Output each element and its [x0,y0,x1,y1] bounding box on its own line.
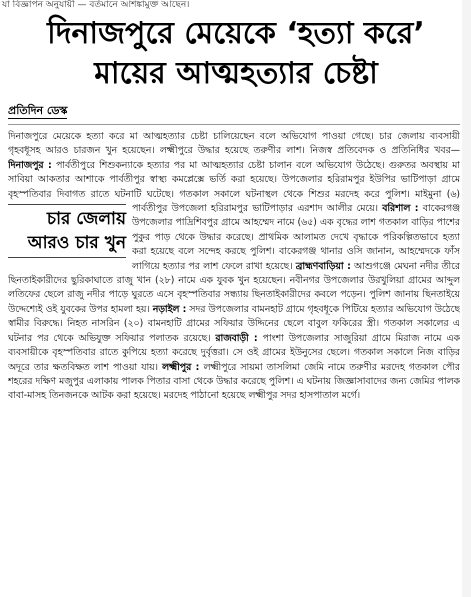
article-text: আশুগঞ্জে মেঘনা নদীর তীরে ছিনতাইকারীদের ছুরিকাঘাতে রাজু খান (২৮) নামে এক যুবক খুন হয়েছেন। নবীনগর উপজেলার উরখুলিয়া গ্রামের আব্দুল লতিফের ছেলে রাজু নদীর পাড়ে ঘুরতে এসে বৃহস্পতিবার সন্ধ্যায় ছিনতাইকারীদের কবলে পড়েন। পুলিশ জানায় ছিনতাইয়ে উদ্দেশ্যেই ওই যুবকের উপর হামলা হয়। [8,260,460,315]
headline-line-2: মায়ের আত্মহত্যার চেষ্টা [94,56,378,91]
dateline-rajbari: রাজবাড়ী : [215,332,258,344]
headline-line-1: দিনাজপুরে মেয়েকে ‘হত্যা করে’ [47,16,425,51]
dateline-narail: নড়াইল : [152,303,187,315]
dateline-dinajpur: দিনাজপুর : [8,159,52,171]
article-text: সদর উপজেলার বামনহাট গ্রামে গৃহবধূকে পিটিয়ে হত্যার অভিযোগ উঠেছে স্বামীর বিরুদ্ধে। নিহত নাসরিন (২০) বামনহাটি গ্রামের সফিয়ার উদ্দিনের ছেলে বাবুল ফকিরের স্ত্রী। গতকাল সকালের এ ঘটনার পর থেকে অভিযুক্ত সফিয়ার পলাতক রয়েছে। [8,303,460,344]
dateline-brahmanbaria: ব্রাহ্মণবাড়িয়া : [295,260,351,272]
previous-article-fragment: যা বিজ্ঞাপন অনুযায়ী — বর্তমানে আশঙ্কামুক্ত আছেন। [2,0,190,10]
side-heading [8,204,126,258]
article-paragraph [8,130,460,404]
article-body [8,130,460,595]
dateline-lakshmipur: লক্ষ্মীপুর : [162,361,200,373]
article-text: বাকেরগঞ্জ উপজেলার পাদ্রিশিবপুর গ্রামে আহম্মেদ নামে (৬৫) এক বৃদ্ধের লাশ গতকাল বাড়ির পাশের পুকুর পাড় থেকে উদ্ধার করেছে। প্রাথমিক আলামত দেখে বৃদ্ধাকে পরিকল্পিতভাবে হত্যা করা হয়েছে বলে সন্দেহ করছে পুলিশ। বাকেরগঞ্জ থানার ওসি জানান, আহম্মেদকে ফাঁস লাগিয়ে হত্যার পর লাশ ফেলে রাখা হয়েছে। [132,203,460,272]
side-heading-line-1: চার জেলায় [46,209,126,230]
article-text: পাংশা উপজেলার সাজুরিয়া গ্রামে মিরাজ নামে এক ব্যবসায়ীকে বৃহস্পতিবার রাতে কুপিয়ে হত্যা করেছে দুর্বৃত্তরা। সে ওই গ্রামের ইউনুসের ছেলে। গতকাল সকালে নিজ বাড়ির অদূরে তার ক্ষতবিক্ষত লাশ পাওয়া যায়। [8,332,460,373]
dateline-barishal: বরিশাল : [382,203,419,215]
side-heading-line-2: আরও চার খুন [27,233,126,254]
divider [8,124,460,125]
article-text: পার্বতীপুরে শিশুকন্যাকে হত্যার পর মা আত্মহত্যার চেষ্টা চালান বলে অভিযোগ উঠেছে। গুরুতর অবস্থায় মা সাবিয়া আকতার আশাকে পার্বতীপুর স্বাস্থ্য কমপ্লেক্সে ভর্তি করা হয়েছে। উপজেলার হরিরামপুর ইউপির ভাটিপাড়া গ্রামে বৃহস্পতিবার দিবাগত রাতে ঘটনাটি ঘটেছে। গতকাল সকালে ঘটনাস্থল থেকে শিশুর মরদেহ করে পুলিশ। মাইমুনা (৬) পার্বতীপুর উপজেলা হরিরামপুর ভাটিপাড়ার এরশাদ আলীর মেয়ে। [8,159,460,215]
article-text: লক্ষ্মীপুরে সায়মা তাসলিমা জেমি নামে তরুণীর মরদেহ গতকাল পৌর শহরের দক্ষিণ মজুপুর এলাকায় পালক পিতার বাসা থেকে উদ্ধার করেছে পুলিশ। এ ঘটনায় জিজ্ঞাসাবাদের জন্য জেমির পালক বাবা-মাসহ তিনজনকে আটক করা হয়েছে। মরদেহ পাঠানো হয়েছে লক্ষ্মীপুর সদর হাসপাতাল মর্গে। [8,361,460,402]
headline [6,14,466,94]
article-text: দিনাজপুরে মেয়েকে হত্যা করে মা আত্মহত্যার চেষ্টা চালিয়েছেন বলে অভিযোগ পাওয়া গেছে। চার জেলায় ব্যবসায়ী গৃহবধূসহ আরও চারজন খুন হয়েছেন। লক্ষ্মীপুরে উদ্ধার হয়েছে তরুণীর লাশ। নিজস্ব প্রতিবেদক ও প্রতিনিধির খবর— [8,131,460,157]
byline: প্রতিদিন ডেস্ক [8,104,68,117]
page-edge [462,0,471,597]
